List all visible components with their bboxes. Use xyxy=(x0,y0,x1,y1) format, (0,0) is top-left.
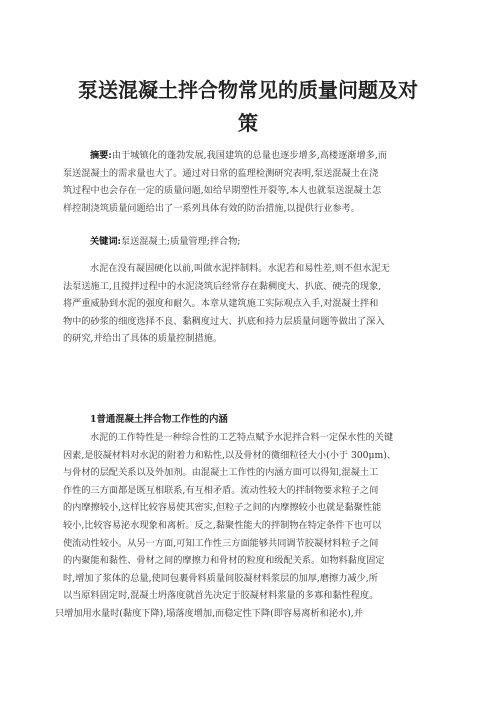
intro-paragraph xyxy=(63,260,443,348)
section1-line: 只增加用水量时(黏度下降),塌落度增加,而稳定性下降(即容易离析和泌水),并 xyxy=(55,607,363,619)
section1-line: 时,增加了浆体的总量,使同包裹骨料质量间胶凝材料浆层的加厚,磨擦力减少,所 xyxy=(63,572,378,584)
title-line-2: 策 xyxy=(238,111,258,135)
keywords xyxy=(63,233,443,251)
intro-line: 法泵送施工,且搅拌过程中的水泥浇筑后经常存在黏稠度大、扒底、硬壳的现象, xyxy=(63,280,382,292)
section1-line: 以当原料固定时,混凝土坍落度就首先决定于胶凝材料浆量的多寡和黏性程度。 xyxy=(63,590,379,602)
abstract-label: 摘要: xyxy=(90,150,112,161)
section-heading: 1普通混凝土拌合物工作性的内涵 xyxy=(90,414,228,425)
section1-line: 水泥的工作特性是一种综合性的工艺特点赋予水泥拌合料一定保水性的关键 xyxy=(90,432,394,443)
intro-line: 水泥在没有凝固硬化以前,叫做水泥拌制料。水泥若和易性差,则不但水泥无 xyxy=(90,263,390,274)
section1-line: 的内摩擦较小,这样比较容易使其密实,但粒子之间的内摩擦较小也就是黏聚性能 xyxy=(63,502,382,514)
keywords-text: 泵送混凝土;质量管理;拌合物; xyxy=(120,236,241,247)
abstract-line: 泵送混凝土的需求量也大了。通过对日常的监理检测研究表明,泵送混凝土在浇 xyxy=(63,167,379,179)
abstract-text: 由于城镇化的蓬勃发展,我国建筑的总量也逐步增多,高楼逐渐增多,而 xyxy=(111,150,387,161)
article-title xyxy=(40,74,456,140)
intro-line: 的研究,并给出了具体的质量控制措施。 xyxy=(63,333,223,345)
section1-line: 较小,比较容易泌水现象和离析。反之,黏聚性能大的拌制物在特定条件下也可以 xyxy=(63,519,382,531)
section1-line: 作性的三方面都是既互相联系,有互相矛盾。流动性较大的拌制物要求粒子之间 xyxy=(63,484,379,496)
intro-line: 将严重威胁到水泥的强度和耐久。本章从建筑施工实际观点入手,对混凝土拌和 xyxy=(63,298,379,310)
abstract-first-line xyxy=(63,147,443,165)
section1-line: 使流动性较小。从另一方面,可知工作性三方面能够共同调节胶凝材料粒子之间 xyxy=(63,537,379,549)
section1-paragraph xyxy=(55,429,443,623)
keywords-label: 关键词: xyxy=(90,236,121,247)
section1-line: 与骨材的层配关系以及外加剂。由混凝土工作性的内涵方面可以得知,混凝土工 xyxy=(63,467,379,479)
section1-line: 的内聚能和黏性、骨材之间的摩擦力和骨材的粒度和级配关系。如物料黏度固定 xyxy=(63,555,385,567)
abstract-line: 样控制浇筑质量问题给出了一系列具体有效的防治措施,以提供行业参考。 xyxy=(63,202,360,214)
abstract-line: 筑过程中也会存在一定的质量问题,如给早期塑性开裂等,本人也就泵送混凝土怎 xyxy=(63,185,382,197)
keywords-line xyxy=(63,233,443,251)
intro-line: 物中的砂浆的细度选择不良、黏稠度过大、扒底和持力层质量问题等做出了深入 xyxy=(63,315,385,327)
title-line-1: 泵送混凝土拌合物常见的质量问题及对 xyxy=(78,78,418,102)
abstract xyxy=(63,147,443,217)
section1-line: 因素,是胶凝材料对水泥的附着力和粘性,以及骨材的微细粒径大小(小于 300μm)、 xyxy=(63,449,396,461)
